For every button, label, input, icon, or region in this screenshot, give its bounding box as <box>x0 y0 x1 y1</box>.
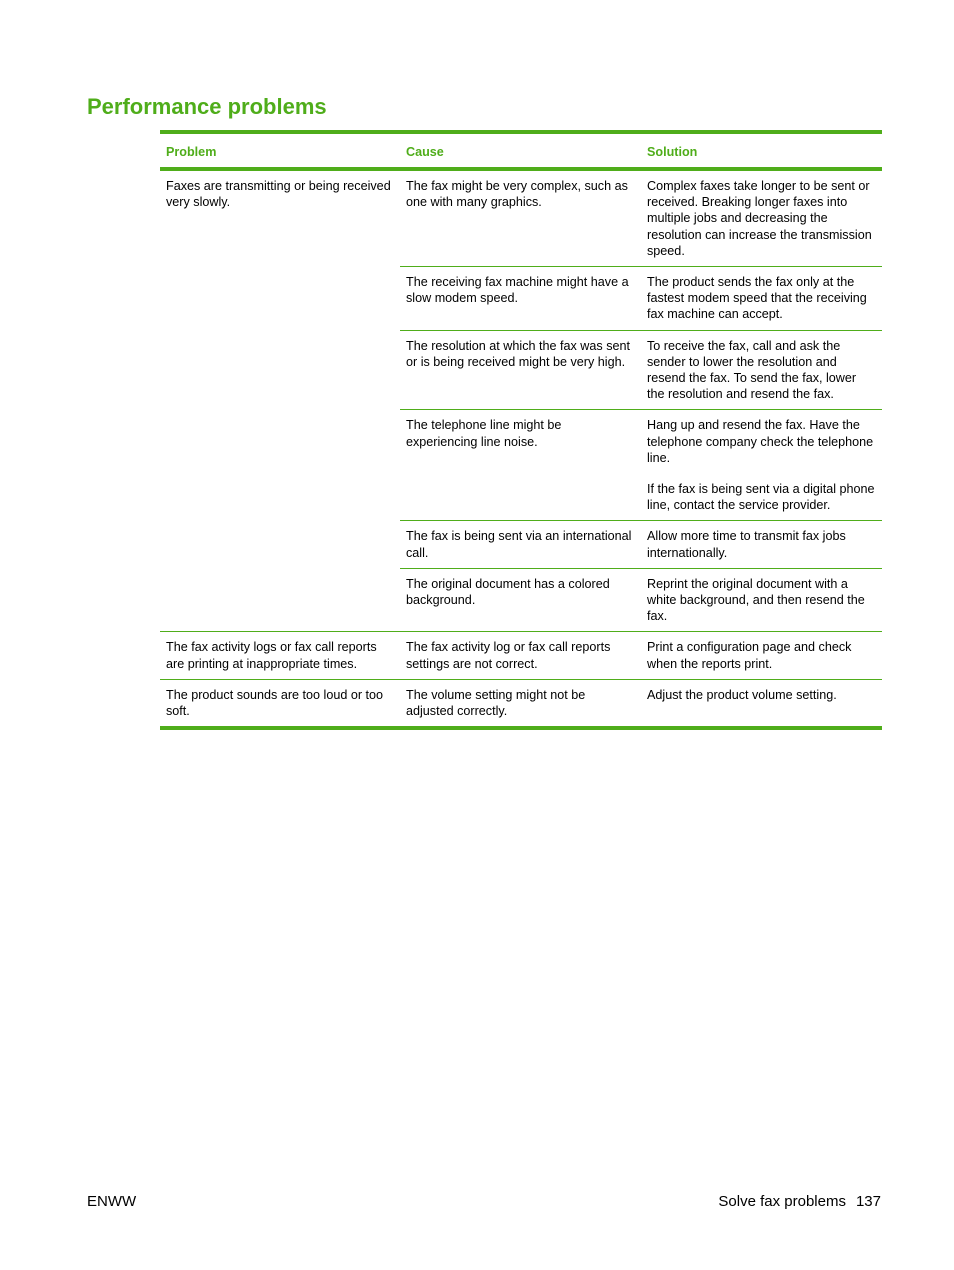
solution-cell <box>641 568 882 632</box>
solution-cell <box>641 632 882 679</box>
solution-paragraph: Hang up and resend the fax. Have the telephone company check the telephone line. <box>647 418 874 465</box>
footer-locale-code: ENWW <box>87 1193 137 1210</box>
cause-cell: The receiving fax machine might have a slow modem speed. <box>400 267 641 331</box>
problem-cell: Faxes are transmitting or being received very slowly. <box>160 169 400 632</box>
problem-cell: The fax activity logs or fax call reports are printing at inappropriate times. <box>160 632 400 679</box>
cause-cell: The fax is being sent via an international call. <box>400 521 641 568</box>
solution-paragraph: The product sends the fax only at the fastest modem speed that the receiving fax machine can accept. <box>647 275 867 322</box>
solution-paragraph: To receive the fax, call and ask the sender to lower the resolution and resend the fax. To send the fax, lower the resolution and resend the fax. <box>647 338 857 402</box>
page-title: Performance problems <box>87 94 327 119</box>
solution-cell <box>641 330 882 410</box>
problems-table-grid <box>160 134 882 726</box>
table-header-row <box>160 134 882 169</box>
solution-cell <box>641 410 882 521</box>
solution-paragraph: Adjust the product volume setting. <box>647 687 837 702</box>
solution-cell <box>641 169 882 267</box>
solution-paragraph: Print a configuration page and check when the reports print. <box>647 640 852 671</box>
solution-cell <box>641 521 882 568</box>
header-problem: Problem <box>160 134 400 169</box>
solution-paragraph: Allow more time to transmit fax jobs internationally. <box>647 529 846 560</box>
cause-cell: The volume setting might not be adjusted correctly. <box>406 687 586 719</box>
table-row <box>160 632 882 679</box>
performance-problems-table <box>160 130 882 730</box>
footer-page-number: 137 <box>855 1193 881 1210</box>
solution-paragraph: If the fax is being sent via a digital phone line, contact the service provider. <box>647 482 875 513</box>
cause-cell: The telephone line might be experiencing line noise. <box>400 410 641 521</box>
cause-cell: The fax might be very complex, such as one with many graphics. <box>400 169 641 267</box>
cause-cell: The fax activity log or fax call reports settings are not correct. <box>400 632 641 679</box>
solution-cell <box>641 679 882 726</box>
cause-cell: The resolution at which the fax was sent or is being received might be very high. <box>400 330 641 410</box>
solution-paragraph: Reprint the original document with a white background, and then resend the fax. <box>647 576 865 624</box>
cause-cell: The original document has a colored background. <box>400 568 641 632</box>
table-row <box>160 679 882 726</box>
header-cause: Cause <box>400 134 641 169</box>
table-row <box>160 169 882 267</box>
solution-cell <box>641 267 882 331</box>
solution-paragraph: Complex faxes take longer to be sent or received. Breaking longer faxes into multiple jobs and decreasing the resolution can increase the transmission speed. <box>647 179 872 258</box>
footer-section-title: Solve fax problems <box>718 1193 846 1210</box>
table-body <box>160 169 882 726</box>
header-solution: Solution <box>641 134 882 169</box>
footer-page-info <box>718 1193 881 1211</box>
problem-cell: The product sounds are too loud or too soft. <box>166 687 384 719</box>
